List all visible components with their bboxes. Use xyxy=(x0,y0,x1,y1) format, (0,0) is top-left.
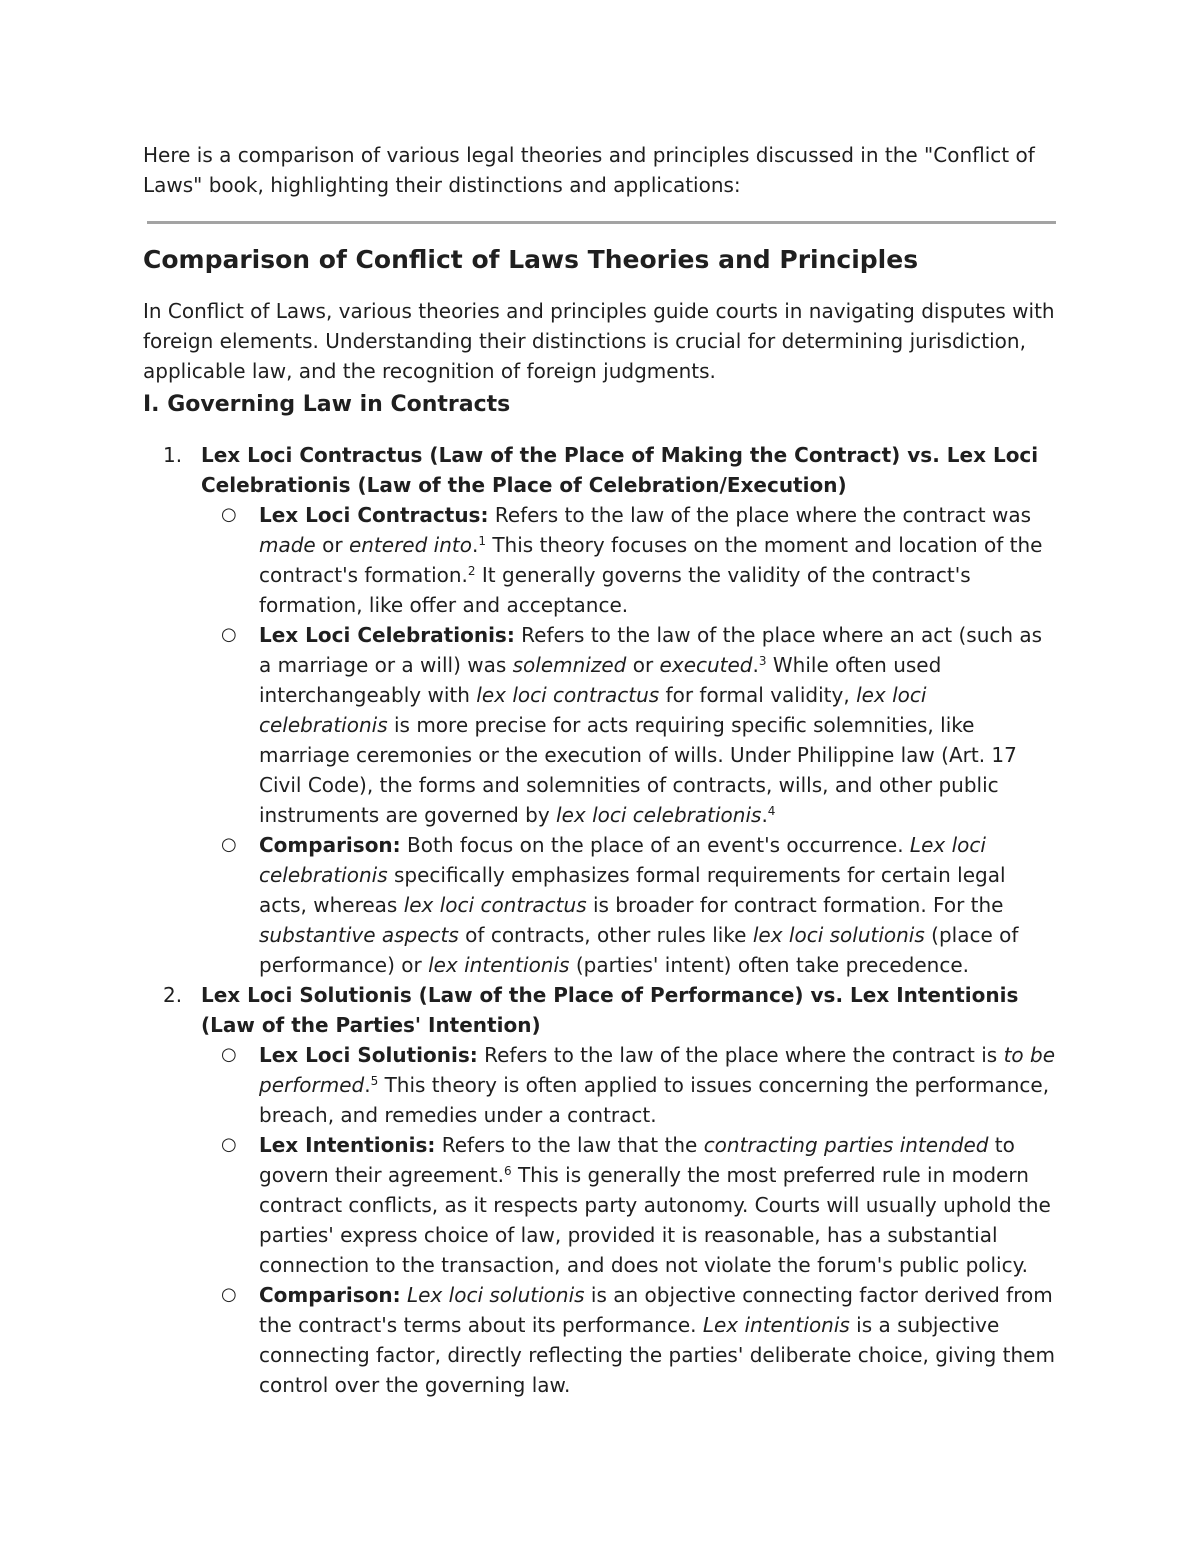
horizontal-rule xyxy=(147,221,1056,224)
sub-list xyxy=(201,500,1058,980)
text-run: Refers to the law of the place where the contract was xyxy=(488,503,1032,527)
text-run: for formal validity, xyxy=(659,683,857,707)
sub-item-label: Comparison: xyxy=(259,833,401,857)
text-run: . xyxy=(471,533,479,557)
sub-item-label: Lex Loci Solutionis: xyxy=(259,1043,478,1067)
text-run: to govern their agreement. xyxy=(259,1133,1015,1187)
italic-run: contracting parties intended xyxy=(703,1133,989,1157)
text-run: Refers to the law of the place where an act (such as a marriage or a will) was xyxy=(259,623,1043,677)
text-run: or xyxy=(626,653,660,677)
text-run: Refers to the law of the place where the contract is xyxy=(477,1043,1004,1067)
footnote-marker: 3 xyxy=(758,654,767,668)
text-run: Both focus on the place of an event's occurrence. xyxy=(400,833,910,857)
italic-run: executed xyxy=(659,653,753,677)
hollow-bullet-icon: ○ xyxy=(221,834,237,855)
italic-run: lex loci celebrationis xyxy=(556,803,762,827)
text-run: is a subjective connecting factor, directly reflecting the parties' deliberate choice, giving them control over the governing law. xyxy=(259,1313,1055,1397)
text-run: It generally governs the validity of the contract's formation, like offer and acceptance. xyxy=(259,563,971,617)
italic-run: Lex loci celebrationis xyxy=(259,833,986,887)
list-item xyxy=(143,440,1058,980)
lead-paragraph: In Conflict of Laws, various theories and principles guide courts in navigating disputes with foreign elements. Understanding their distinctions is crucial for determining jurisdiction, applicable law, and the recognition of foreign judgments. xyxy=(143,299,1055,383)
sub-item-label: Lex Loci Celebrationis: xyxy=(259,623,515,647)
sub-list-item xyxy=(201,1040,1058,1130)
text-run: specifically emphasizes formal requirements for certain legal acts, whereas xyxy=(259,863,1006,917)
text-run: is broader for contract formation. For the xyxy=(586,893,1004,917)
italic-run: lex loci celebrationis xyxy=(259,683,927,737)
text-run: This is generally the most preferred rule in modern contract conflicts, as it respects party autonomy. Courts will usually uphold the parties' express choice of law, provided it is reasonable, has a substantial connection to the transaction, and does not violate the forum's public policy. xyxy=(259,1163,1051,1277)
text-run: (parties' intent) often take precedence. xyxy=(569,953,969,977)
text-run: is more precise for acts requiring specific solemnities, like marriage ceremonies or the execution of wills. Under Philippine law (Art. 17 Civil Code), the forms and solemnities of contracts, wills, and other public instruments are governed by xyxy=(259,713,1017,827)
sub-list-item xyxy=(201,1280,1058,1400)
italic-run: lex loci contractus xyxy=(476,683,660,707)
hollow-bullet-icon: ○ xyxy=(221,1284,237,1305)
text-run: This theory focuses on the moment and location of the contract's formation. xyxy=(259,533,1043,587)
italic-run: entered into xyxy=(348,533,472,557)
document-content xyxy=(143,140,1058,1400)
text-run: is an objective connecting factor derived from the contract's terms about its performance. xyxy=(259,1283,1053,1337)
hollow-bullet-icon: ○ xyxy=(221,1044,237,1065)
footnote-marker: 2 xyxy=(467,564,476,578)
footnote-marker: 6 xyxy=(503,1164,512,1178)
hollow-bullet-icon: ○ xyxy=(221,1134,237,1155)
numbered-list xyxy=(143,440,1058,1400)
sub-list-item xyxy=(201,830,1058,980)
text-run: (place of performance) or xyxy=(259,923,1019,977)
italic-run: Lex loci solutionis xyxy=(407,1283,585,1307)
italic-run: substantive aspects xyxy=(259,923,459,947)
text-run: . xyxy=(761,803,768,827)
footnote-marker: 5 xyxy=(370,1074,379,1088)
sub-list-item xyxy=(201,1130,1058,1280)
text-run: . xyxy=(364,1073,371,1097)
text-run: of contracts, other rules like xyxy=(458,923,753,947)
list-number: 1. xyxy=(163,443,183,467)
italic-run: lex intentionis xyxy=(428,953,570,977)
italic-run: lex loci solutionis xyxy=(752,923,925,947)
list-item xyxy=(143,980,1058,1400)
list-number: 2. xyxy=(163,983,183,1007)
document-title: Comparison of Conflict of Laws Theories and Principles xyxy=(143,245,919,274)
sub-item-label: Comparison: xyxy=(259,1283,401,1307)
italic-run: Lex intentionis xyxy=(702,1313,850,1337)
italic-run: solemnized xyxy=(512,653,627,677)
sub-list-item xyxy=(201,500,1058,620)
hollow-bullet-icon: ○ xyxy=(221,624,237,645)
text-run: Refers to the law that the xyxy=(435,1133,704,1157)
hollow-bullet-icon: ○ xyxy=(221,504,237,525)
italic-run: lex loci contractus xyxy=(403,893,587,917)
item-title: Lex Loci Contractus (Law of the Place of Making the Contract) vs. Lex Loci Celebrationis (Law of the Place of Celebration/Execution) xyxy=(201,443,1039,497)
sub-list-item xyxy=(201,620,1058,830)
text-run: . xyxy=(752,653,759,677)
text-run: This theory is often applied to issues concerning the performance, breach, and remedies under a contract. xyxy=(259,1073,1050,1127)
item-title: Lex Loci Solutionis (Law of the Place of Performance) vs. Lex Intentionis (Law of the Parties' Intention) xyxy=(201,983,1019,1037)
section-heading: I. Governing Law in Contracts xyxy=(143,392,511,417)
italic-run: to be performed xyxy=(259,1043,1056,1097)
sub-item-label: Lex Loci Contractus: xyxy=(259,503,489,527)
footnote-marker: 1 xyxy=(478,534,486,548)
sub-item-label: Lex Intentionis: xyxy=(259,1133,436,1157)
intro-paragraph: Here is a comparison of various legal theories and principles discussed in the "Conflict of Laws" book, highlighting their distinctions and applications: xyxy=(143,143,1035,197)
text-run: or xyxy=(315,533,349,557)
footnote-marker: 4 xyxy=(767,804,776,818)
sub-list xyxy=(201,1040,1058,1400)
italic-run: made xyxy=(259,533,316,557)
text-run: While often used interchangeably with xyxy=(259,653,942,707)
